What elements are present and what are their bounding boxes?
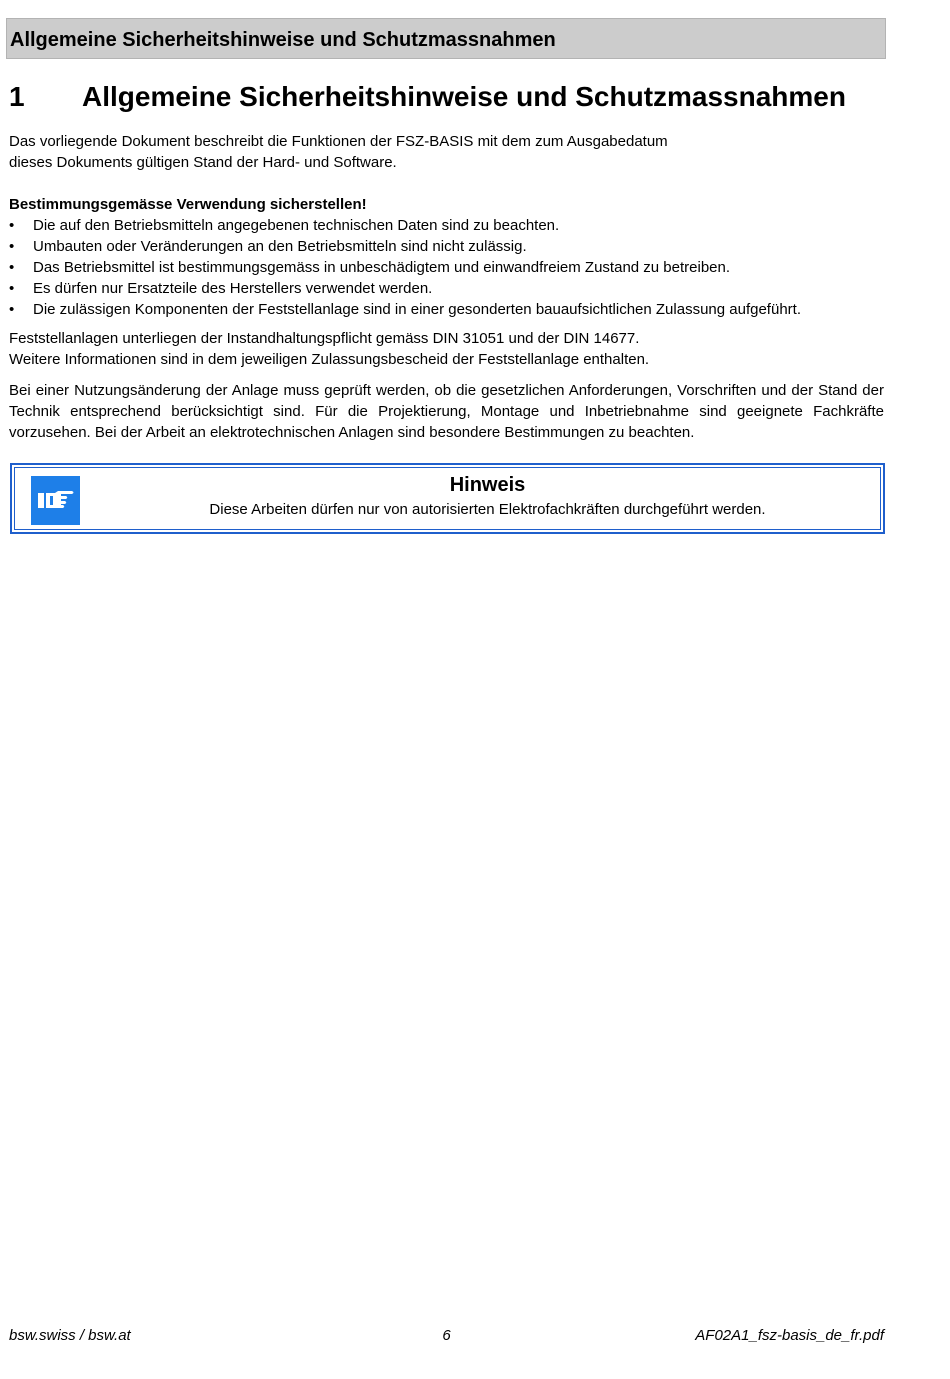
running-header [6, 18, 886, 59]
list-item [9, 215, 884, 236]
note-title: Hinweis [449, 474, 526, 496]
bullet-symbol: • [9, 238, 15, 255]
list-item [9, 236, 884, 257]
list-item-text: Es dürfen nur Ersatzteile des Herstellers verwendet werden. [33, 280, 433, 297]
intro-line: dieses Dokuments gültigen Stand der Hard- und Software. [9, 154, 397, 171]
footer-page-number: 6 [442, 1327, 451, 1344]
bullet-symbol: • [9, 301, 15, 318]
usage-heading: Bestimmungsgemässe Verwendung sicherstellen! [9, 196, 367, 213]
maintenance-paragraph [9, 328, 884, 370]
footer-website: bsw.swiss / bsw.at [9, 1327, 131, 1344]
running-header-title: Allgemeine Sicherheitshinweise und Schutzmassnahmen [10, 29, 556, 51]
footer-filename: AF02A1_fsz-basis_de_fr.pdf [695, 1327, 884, 1344]
bullet-symbol: • [9, 259, 15, 276]
list-item-text: Die auf den Betriebsmitteln angegebenen technischen Daten sind zu beachten. [33, 217, 560, 234]
bullet-symbol: • [9, 280, 15, 297]
chapter-heading [9, 80, 889, 114]
list-item-text: Umbauten oder Veränderungen an den Betriebsmitteln sind nicht zulässig. [33, 238, 527, 255]
note-text: Diese Arbeiten dürfen nur von autorisierten Elektrofachkräften durchgeführt werden. [209, 501, 766, 518]
list-item [9, 299, 884, 320]
maintenance-line: Feststellanlagen unterliegen der Instandhaltungspflicht gemäss DIN 31051 und der DIN 14677. [9, 330, 640, 347]
list-item-text: Die zulässigen Komponenten der Feststellanlage sind in einer gesonderten bauaufsichtlichen Zulassung aufgeführt. [33, 301, 801, 318]
bullet-symbol: • [9, 217, 15, 234]
note-box-inner-border [14, 467, 881, 530]
list-item-text: Das Betriebsmittel ist bestimmungsgemäss in unbeschädigtem und einwandfreiem Zustand zu betreiben. [33, 259, 731, 276]
page-content [9, 131, 884, 443]
intro-line: Das vorliegende Dokument beschreibt die Funktionen der FSZ-BASIS mit dem zum Ausgabedatum [9, 133, 668, 150]
chapter-number: 1 [9, 81, 25, 112]
note-box [10, 463, 885, 534]
pointing-hand-icon [31, 476, 80, 525]
chapter-title: Allgemeine Sicherheitshinweise und Schutzmassnahmen [82, 81, 846, 112]
usage-change-paragraph: Bei einer Nutzungsänderung der Anlage muss geprüft werden, ob die gesetzlichen Anforderungen, Vorschriften und der Stand der Technik entsprechend berücksichtigt sind. Für die Projektierung, Montage und Inbetriebnahme sind geeignete Fachkräfte vorzusehen. Bei der Arbeit an elektrotechnischen Anlagen sind besondere Bestimmungen zu beachten. [9, 382, 884, 441]
list-item [9, 257, 884, 278]
list-item [9, 278, 884, 299]
usage-list [9, 215, 884, 320]
page-footer [9, 1326, 884, 1346]
intro-paragraph [9, 131, 884, 173]
maintenance-line: Weitere Informationen sind in dem jeweiligen Zulassungsbescheid der Feststellanlage enthalten. [9, 351, 650, 368]
